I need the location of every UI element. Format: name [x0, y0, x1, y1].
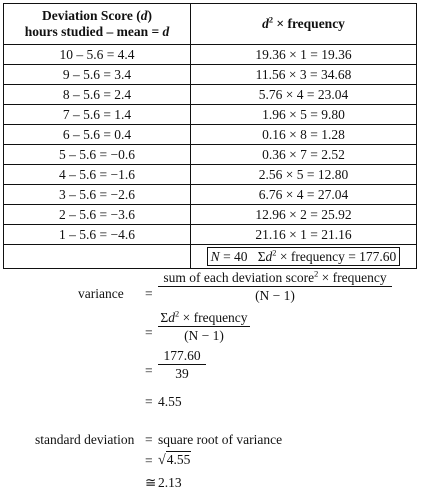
frac2-num-rest: × frequency	[179, 310, 248, 325]
deviation-cell: 6 – 5.6 = 0.4	[4, 125, 191, 145]
sqrt-radicand: 4.55	[166, 452, 191, 467]
header-col1-line2-var: d	[162, 24, 170, 39]
total-sum-var: d	[265, 249, 273, 264]
sqrt-icon: √	[158, 453, 166, 468]
fraction-1-denominator: (N − 1)	[255, 288, 295, 303]
frac1-num-text: sum of each deviation score	[163, 270, 315, 285]
table-row	[4, 65, 417, 85]
variance-fraction-2	[158, 310, 250, 344]
deviation-cell: 4 – 5.6 = −1.6	[4, 165, 191, 185]
table-row	[4, 145, 417, 165]
frac1-num-sup: 2	[314, 269, 319, 279]
header-col1-var: d	[140, 8, 148, 23]
table-total-row	[4, 245, 417, 269]
table-row	[4, 45, 417, 65]
stddev-sqrt	[158, 452, 191, 469]
fraction-2-denominator: (N − 1)	[184, 328, 224, 343]
stddev-equals-2: =	[145, 453, 153, 468]
table-row	[4, 125, 417, 145]
total-cell	[191, 245, 417, 269]
deviation-cell: 7 – 5.6 = 1.4	[4, 105, 191, 125]
product-cell: 11.56 × 3 = 34.68	[191, 65, 417, 85]
deviation-cell: 9 – 5.6 = 3.4	[4, 65, 191, 85]
deviation-cell: 2 – 5.6 = −3.6	[4, 205, 191, 225]
deviation-cell: 8 – 5.6 = 2.4	[4, 85, 191, 105]
product-cell: 21.16 × 1 = 21.16	[191, 225, 417, 245]
table-row	[4, 85, 417, 105]
deviation-cell: 10 – 5.6 = 4.4	[4, 45, 191, 65]
table-row	[4, 205, 417, 225]
deviation-cell: 1 – 5.6 = −4.6	[4, 225, 191, 245]
deviation-table	[3, 3, 417, 269]
product-cell: 2.56 × 5 = 12.80	[191, 165, 417, 185]
frac2-num-sup: 2	[175, 309, 180, 319]
frac2-num-var: d	[168, 310, 176, 325]
header-deviation-score	[4, 4, 191, 45]
variance-equals-3: =	[145, 363, 153, 378]
header-col1-line2: hours studied – mean =	[24, 24, 163, 39]
header-col2-sup: 2	[268, 15, 273, 25]
header-col1-text: Deviation Score (	[42, 8, 141, 23]
header-col1-paren: )	[147, 8, 152, 23]
deviation-cell: 3 – 5.6 = −2.6	[4, 185, 191, 205]
total-n-value: = 40	[219, 249, 258, 264]
variance-fraction-3	[158, 348, 206, 382]
table-header-row	[4, 4, 417, 45]
variance-equals-2: =	[145, 325, 153, 340]
stddev-label: standard deviation	[35, 432, 135, 447]
fraction-3-numerator: 177.60	[158, 348, 206, 365]
total-sum-symbol: Σ	[257, 249, 266, 264]
stddev-equals-1: =	[145, 432, 153, 447]
table-row	[4, 165, 417, 185]
fraction-3-denominator: 39	[175, 366, 189, 381]
product-cell: 0.36 × 7 = 2.52	[191, 145, 417, 165]
stddev-result: 2.13	[158, 475, 182, 490]
deviation-cell: 5 – 5.6 = −0.6	[4, 145, 191, 165]
product-cell: 0.16 × 8 = 1.28	[191, 125, 417, 145]
frac1-num-rest: × frequency	[318, 270, 387, 285]
product-cell: 6.76 × 4 = 27.04	[191, 185, 417, 205]
header-d2-frequency	[191, 4, 417, 45]
product-cell: 1.96 × 5 = 9.80	[191, 105, 417, 125]
total-sum-sup: 2	[272, 248, 277, 258]
frac2-num-symbol: Σ	[160, 310, 169, 325]
stddev-approx: ≅	[145, 475, 157, 490]
variance-result: 4.55	[158, 394, 182, 409]
header-col2-text: × frequency	[273, 16, 345, 31]
table-row	[4, 105, 417, 125]
table-row	[4, 185, 417, 205]
table-row	[4, 225, 417, 245]
variance-equals-4: =	[145, 394, 153, 409]
fraction-1-numerator	[158, 270, 392, 287]
total-sum-text: × frequency = 177.60	[276, 249, 397, 264]
total-n-var: N	[210, 249, 220, 264]
product-cell: 19.36 × 1 = 19.36	[191, 45, 417, 65]
product-cell: 12.96 × 2 = 25.92	[191, 205, 417, 225]
stddev-line1: square root of variance	[158, 432, 283, 447]
header-col2-var: d	[262, 16, 269, 31]
product-cell: 5.76 × 4 = 23.04	[191, 85, 417, 105]
total-box	[207, 247, 401, 266]
table-body	[4, 45, 417, 269]
variance-equals-1: =	[145, 286, 153, 301]
variance-label: variance	[78, 286, 124, 301]
fraction-2-numerator	[158, 310, 250, 327]
total-empty-cell	[4, 245, 191, 269]
variance-fraction-1	[158, 270, 392, 304]
